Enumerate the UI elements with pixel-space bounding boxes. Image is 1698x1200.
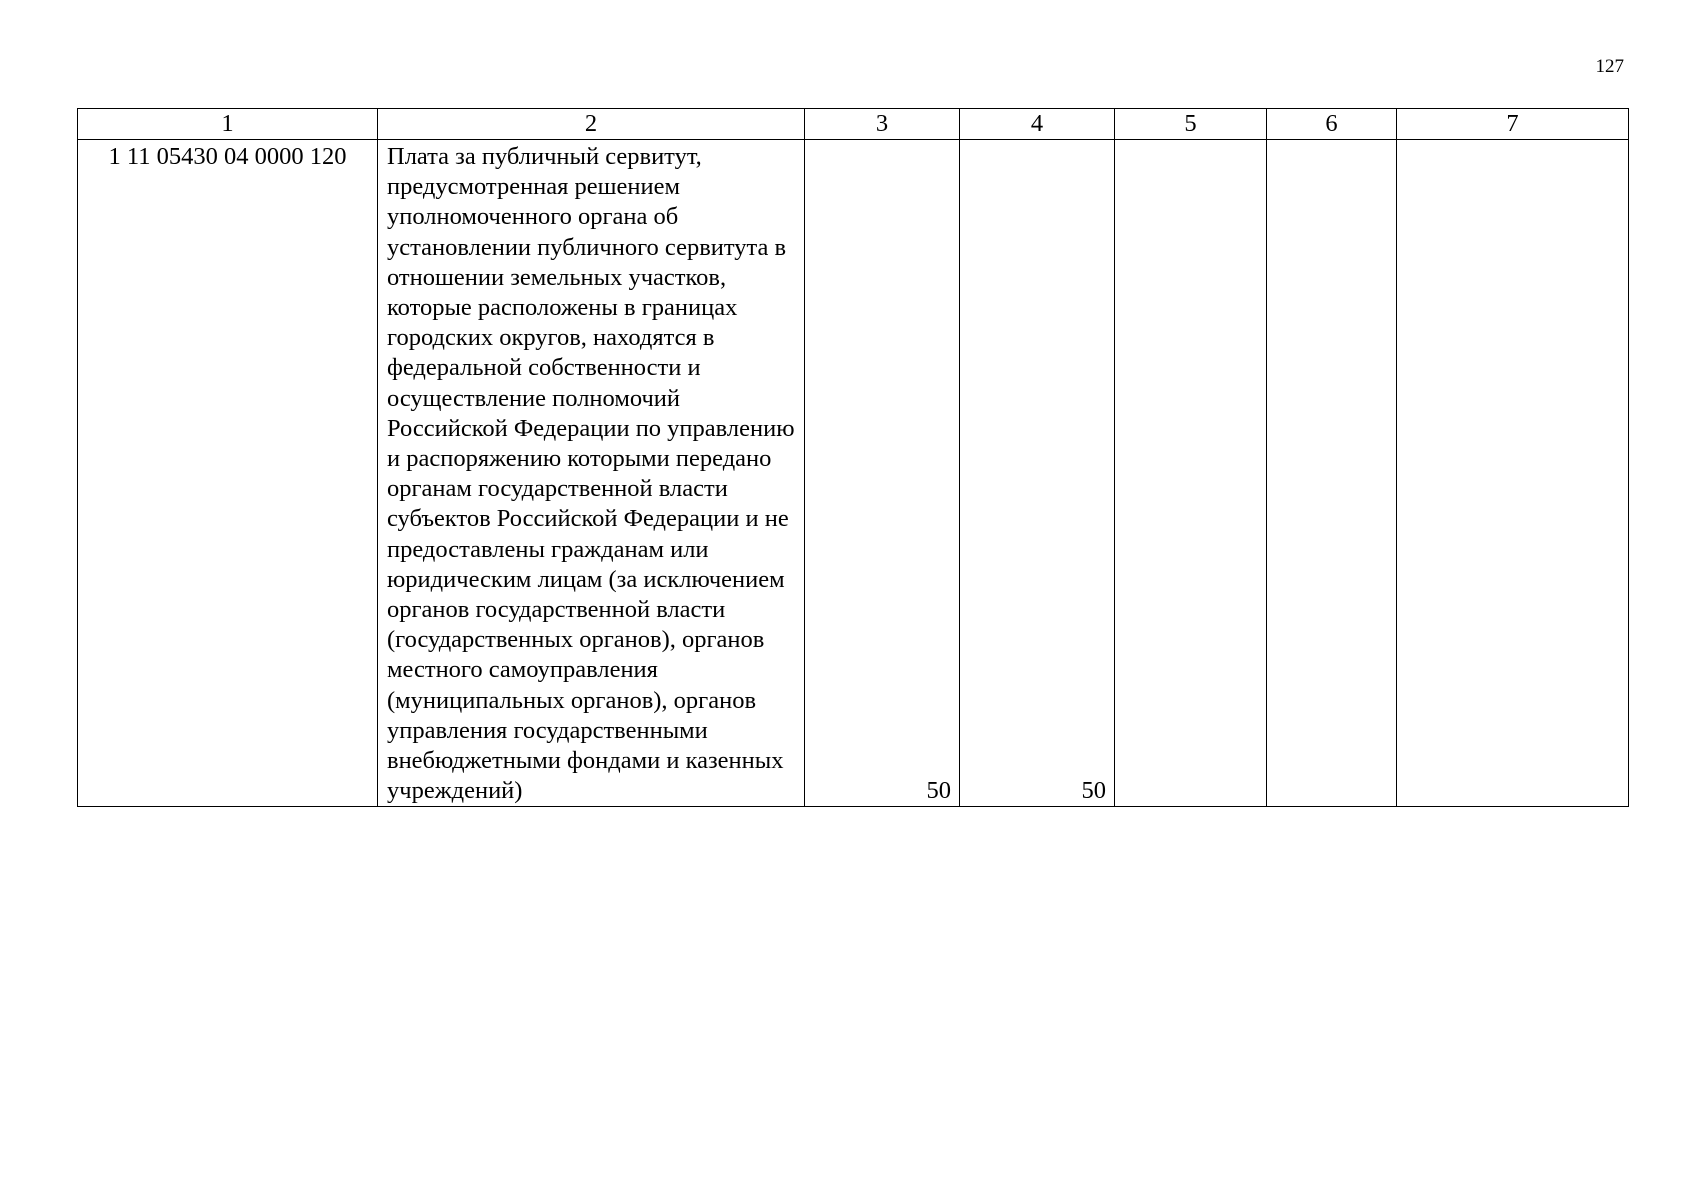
- col5-value-cell: [1115, 140, 1267, 807]
- header-col-1: 1: [78, 109, 378, 140]
- revenue-table: [77, 108, 1629, 807]
- col3-value-cell: 50: [805, 140, 960, 807]
- table-row: [78, 140, 1629, 807]
- header-col-2: 2: [378, 109, 805, 140]
- table-header: [78, 109, 1629, 140]
- header-col-3: 3: [805, 109, 960, 140]
- page-number: 127: [1595, 56, 1624, 77]
- header-col-7: 7: [1397, 109, 1629, 140]
- table-body: [78, 140, 1629, 807]
- revenue-code-cell: 1 11 05430 04 0000 120: [78, 140, 378, 807]
- header-col-5: 5: [1115, 109, 1267, 140]
- col4-value-cell: 50: [960, 140, 1115, 807]
- revenue-name-cell: Плата за публичный сервитут, предусмотренная решением уполномоченного органа об установлении публичного сервитута в отношении земельных участков, которые расположены в границах городских округов, находятся в федеральной собственности и осуществление полномочий Российской Федерации по управлению и распоряжению которыми передано органам государственной власти субъектов Российской Федерации и не предоставлены гражданам или юридическим лицам (за исключением органов государственной власти (государственных органов), органов местного самоуправления (муниципальных органов), органов управления государственными внебюджетными фондами и казенных учреждений): [378, 140, 805, 807]
- col6-value-cell: [1267, 140, 1397, 807]
- header-col-6: 6: [1267, 109, 1397, 140]
- header-row: [78, 109, 1629, 140]
- header-col-4: 4: [960, 109, 1115, 140]
- col7-value-cell: [1397, 140, 1629, 807]
